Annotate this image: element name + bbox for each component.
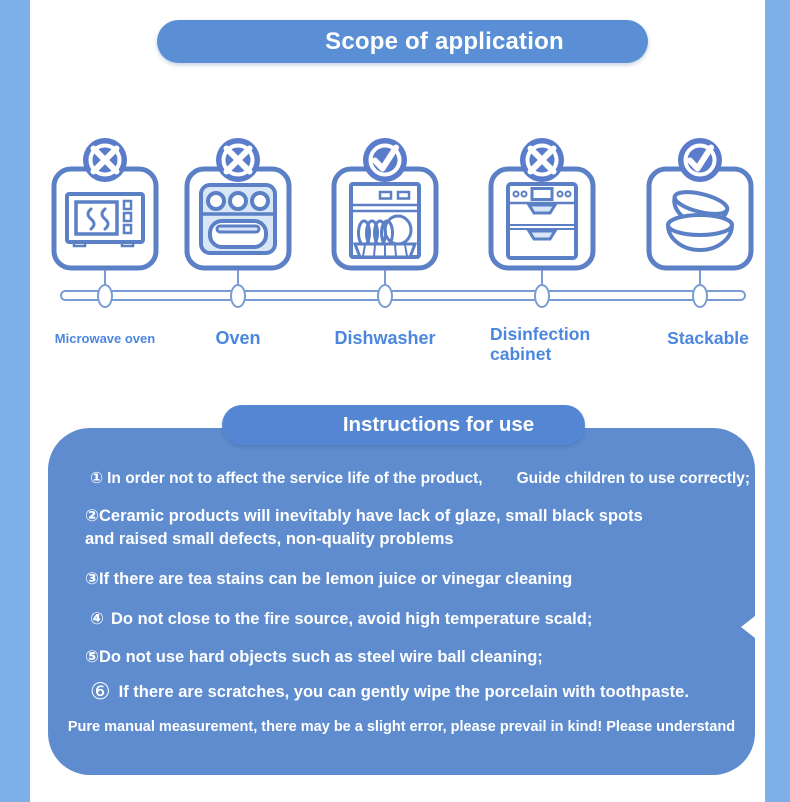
panel-edge-notch	[741, 616, 755, 638]
instruction-text: Do not use hard objects such as steel wire ball cleaning;	[98, 648, 543, 666]
instruction-text: If there are tea stains can be lemon juice or vinegar cleaning	[98, 570, 573, 588]
scope-banner-title: Scope of application	[325, 27, 564, 55]
label-dishwasher: Dishwasher	[334, 328, 436, 348]
instruction-text: Do not close to the fire source, avoid high temperature scald;	[110, 610, 593, 628]
measurement-disclaimer: Pure manual measurement, there may be a slight error, please prevail in kind! Please understand	[67, 719, 736, 735]
instruction-item-1	[90, 469, 750, 488]
check-badge-icon	[677, 137, 723, 183]
instruction-number: ②	[85, 507, 99, 525]
instruction-text: If there are scratches, you can gently wipe the porcelain with toothpaste.	[118, 683, 689, 701]
instruction-number: ⑥	[90, 678, 111, 704]
timeline-node	[97, 284, 113, 308]
instruction-item-2	[85, 505, 705, 552]
scope-item-microwave	[35, 137, 175, 297]
instruction-number: ①	[90, 470, 104, 487]
scope-item-oven	[168, 137, 308, 297]
instruction-text: Ceramic products will inevitably have lack of glaze, small black spots	[98, 507, 643, 525]
instructions-panel	[48, 428, 755, 775]
instruction-text: In order not to affect the service life of the product,	[107, 470, 483, 487]
right-border-strip	[765, 0, 790, 802]
label-stackable: Stackable	[667, 328, 749, 348]
left-border-strip	[0, 0, 30, 802]
instruction-number: ③	[85, 570, 99, 588]
scope-item-stackable	[630, 137, 770, 297]
instruction-number: ⑤	[85, 648, 99, 666]
timeline-node	[230, 284, 246, 308]
cross-badge-icon	[215, 137, 261, 183]
label-disinfection-cabinet: Disinfection cabinet	[490, 324, 591, 365]
instruction-item-4	[90, 609, 592, 629]
instruction-item-3	[85, 569, 572, 589]
instructions-banner	[222, 405, 585, 445]
instruction-item-6	[90, 678, 689, 705]
timeline-bar	[60, 290, 746, 301]
instruction-item-5	[85, 647, 543, 667]
timeline-node	[377, 284, 393, 308]
scope-banner	[157, 20, 648, 63]
check-badge-icon	[362, 137, 408, 183]
scope-item-dishwasher	[315, 137, 455, 297]
scope-item-disinfection-cabinet	[472, 137, 612, 297]
timeline-node	[534, 284, 550, 308]
label-oven: Oven	[215, 328, 261, 348]
instruction-text-secondary: Guide children to use correctly;	[516, 470, 751, 487]
cross-badge-icon	[519, 137, 565, 183]
instructions-banner-title: Instructions for use	[342, 413, 535, 436]
label-microwave-oven: Microwave oven	[54, 331, 156, 346]
cross-badge-icon	[82, 137, 128, 183]
instruction-number: ④	[90, 610, 104, 628]
timeline-node	[692, 284, 708, 308]
instruction-text-secondary: and raised small defects, non-quality problems	[85, 530, 454, 549]
